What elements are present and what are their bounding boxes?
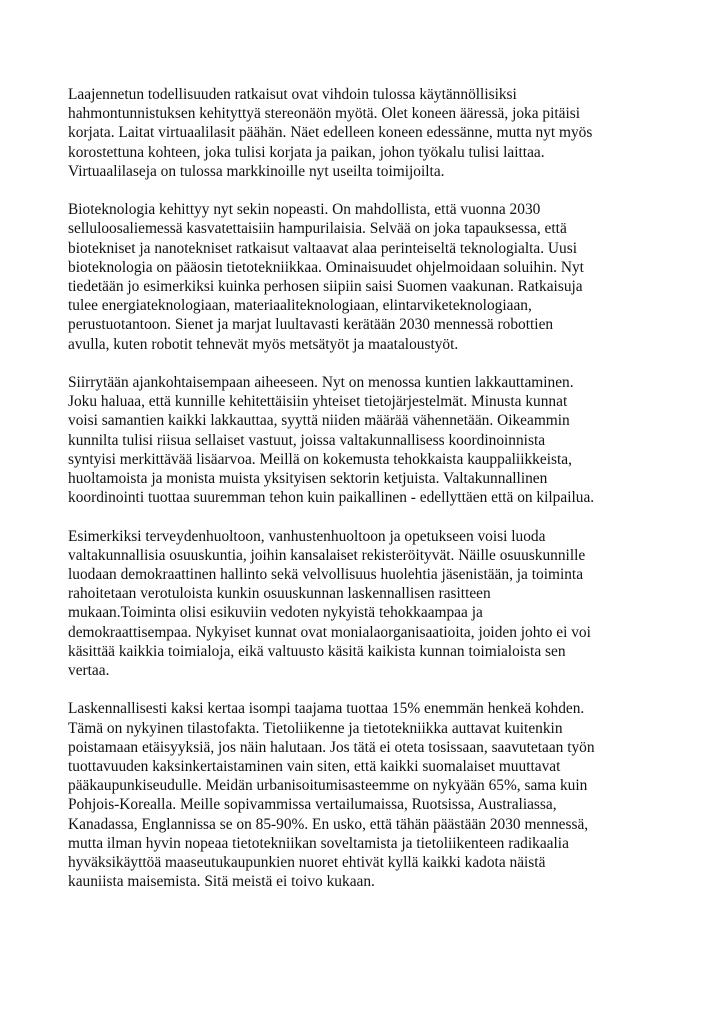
- text-line: tulee energiateknologiaan, materiaaliteknologiaan, elintarviketeknologiaan,: [68, 297, 532, 315]
- text-line: Joku haluaa, että kunnille kehitettäisiin yhteiset tietojärjestelmät. Minusta kunnat: [68, 393, 568, 411]
- paragraph-urbanisation: [68, 699, 668, 891]
- text-line: mukaan.Toiminta olisi esikuviin vedoten nykyistä tehokkaampaa ja: [68, 604, 483, 622]
- text-line: perustuotantoon. Sienet ja marjat luultavasti kerätään 2030 mennessä robottien: [68, 316, 554, 334]
- text-line: hyväksikäyttöä maaseutukaupunkien nuoret ehtivät kyllä kaikki kadota näistä: [68, 854, 546, 872]
- text-line: korjata. Laitat virtuaalilasit päähän. Näet edelleen koneen edessänne, mutta nyt myös: [68, 124, 593, 142]
- paragraph-cooperatives: [68, 527, 668, 681]
- text-line: koordinointi tuottaa suuremman tehon kuin paikallinen - edellyttäen että on kilpailua.: [68, 489, 595, 507]
- text-line: selluloosaliemessä kasvatettaisiin hampurilaisia. Selvää on joka tapauksessa, että: [68, 220, 567, 238]
- text-line: Laajennetun todellisuuden ratkaisut ovat vihdoin tulossa käytännöllisiksi: [68, 86, 517, 103]
- text-line: tiedetään jo esimerkiksi kuinka perhosen siipiin saisi Suomen vaakunan. Ratkaisuja: [68, 278, 583, 296]
- text-line: luodaan demokraattinen hallinto sekä velvollisuus huolehtia jäsenistään, ja toiminta: [68, 566, 584, 584]
- text-line: huoltamoista ja monista muista yksityisen sektorin ketjuista. Valtakunnallinen: [68, 470, 548, 488]
- text-line: poistamaan etäisyyksiä, jos näin halutaan. Jos tätä ei oteta tosissaan, saavutetaan työn: [68, 738, 595, 756]
- text-line: rahoitetaan verotuloista kunkin osuuskunnan laskennallisen rasitteen: [68, 585, 491, 603]
- text-line: Pohjois-Korealla. Meille sopivammissa vertailumaissa, Ruotsissa, Australiassa,: [68, 796, 557, 814]
- paragraph-augmented-reality: [68, 85, 668, 181]
- text-line: voisi samantien kaikki lakkauttaa, syyttä niiden määrää vähennetään. Oikeammin: [68, 412, 570, 430]
- text-line: Bioteknologia kehittyy nyt sekin nopeasti. On mahdollista, että vuonna 2030: [68, 201, 541, 219]
- text-line: kunnilta tulisi riisua sellaiset vastuut, joissa valtakunnallisess koordinoinnista: [68, 431, 546, 449]
- text-line: pääkaupunkiseudulle. Meidän urbanisoitumisasteemme on nykyään 65%, sama kuin: [68, 777, 588, 795]
- text-line: Esimerkiksi terveydenhuoltoon, vanhustenhuoltoon ja opetukseen voisi luoda: [68, 527, 546, 545]
- text-line: Kanadassa, Englannissa se on 85-90%. En usko, että tähän päästään 2030 mennessä,: [68, 815, 589, 833]
- text-line: Tämä on nykyinen tilastofakta. Tietoliikenne ja tietotekniikka auttavat kuitenkin: [68, 719, 563, 737]
- paragraph-municipalities: [68, 373, 668, 507]
- text-line: Virtuaalilaseja on tulossa markkinoille nyt useilta toimijoilta.: [68, 162, 445, 180]
- paragraph-biotechnology: [68, 200, 668, 354]
- text-line: vertaa.: [68, 662, 110, 680]
- text-line: syntyisi merkittävää lisäarvoa. Meillä on kokemusta tehokkaista kauppaliikkeista,: [68, 450, 572, 468]
- text-line: valtakunnallisia osuuskuntia, joihin kansalaiset rekisteröityvät. Näille osuuskunnille: [68, 546, 586, 564]
- text-line: Laskennallisesti kaksi kertaa isompi taajama tuottaa 15% enemmän henkeä kohden.: [68, 700, 585, 718]
- text-line: biotekniset ja nanotekniset ratkaisut valtaavat alaa perinteiseltä teknologialta. Uusi: [68, 239, 578, 257]
- text-line: korostettuna kohteen, joka tulisi korjata ja paikan, johon työkalu tulisi laittaa.: [68, 143, 545, 161]
- text-line: Siirrytään ajankohtaisempaan aiheeseen. Nyt on menossa kuntien lakkauttaminen.: [68, 374, 574, 392]
- text-line: tuottavuuden kaksinkertaistaminen vain siten, että kaikki suomalaiset muuttavat: [68, 758, 561, 776]
- text-line: hahmontunnistuksen kehityttyä stereonäön myötä. Olet koneen ääressä, joka pitäisi: [68, 105, 581, 123]
- text-line: mutta ilman hyvin nopeaa tietotekniikan soveltamista ja tietoliikenteen radikaalia: [68, 834, 569, 852]
- text-line: demokraattisempaa. Nykyiset kunnat ovat monialaorganisaatioita, joiden johto ei voi: [68, 623, 591, 641]
- document-body: [68, 85, 668, 911]
- text-line: kauniista maisemista. Sitä meistä ei toivo kukaan.: [68, 873, 375, 891]
- text-line: avulla, kuten robotit tehnevät myös metsätyöt ja maataloustyöt.: [68, 335, 459, 353]
- text-line: bioteknologia on pääosin tietotekniikkaa. Ominaisuudet ohjelmoidaan soluihin. Nyt: [68, 258, 584, 276]
- text-line: käsittää kaikkia toimialoja, eikä valtuusto käsitä kaikista kunnan toimialoista sen: [68, 642, 566, 660]
